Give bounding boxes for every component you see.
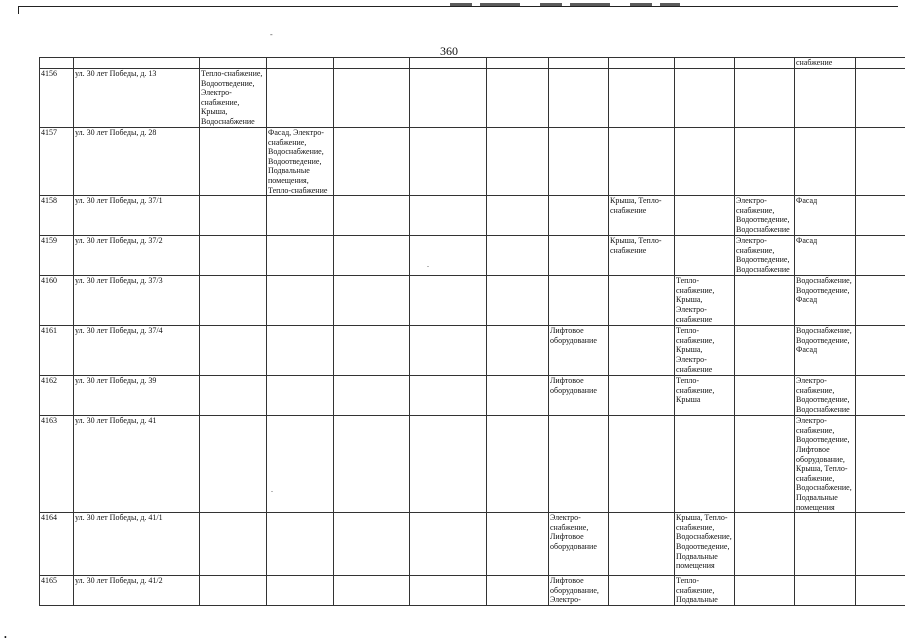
works-cell	[200, 69, 267, 128]
works-cell	[487, 69, 549, 128]
works-cell	[549, 196, 609, 236]
works-cell	[334, 326, 410, 376]
works-cell	[675, 276, 735, 326]
works-cell	[549, 416, 609, 513]
table-cell	[795, 58, 856, 69]
scan-speck: .	[427, 260, 429, 269]
works-cell	[675, 513, 735, 576]
works-cell	[609, 326, 675, 376]
works-cell	[735, 513, 795, 576]
works-text: Тепло-снабжение, Водоотведение, Электро- снабжение, Крыша, Водоснабжение	[201, 69, 265, 127]
works-cell	[549, 69, 609, 128]
table-row	[40, 326, 905, 376]
works-cell	[487, 276, 549, 326]
works-text: Электро- снабжение, Водоотведение, Водоснабжение	[736, 196, 793, 234]
works-cell	[795, 69, 856, 128]
works-cell	[735, 69, 795, 128]
works-cell	[549, 128, 609, 196]
works-cell	[735, 376, 795, 416]
row-number-cell: 4165	[40, 576, 74, 606]
scan-border-corner	[18, 6, 19, 14]
table-cell	[200, 58, 267, 69]
works-cell	[735, 416, 795, 513]
works-cell	[795, 128, 856, 196]
works-cell	[856, 69, 905, 128]
works-cell	[795, 196, 856, 236]
works-cell	[609, 376, 675, 416]
table-cell	[267, 58, 334, 69]
works-cell	[675, 128, 735, 196]
address-cell: ул. 30 лет Победы, д. 41	[74, 416, 200, 513]
works-text: Фасад	[796, 196, 854, 206]
table-row	[40, 236, 905, 276]
works-cell	[200, 276, 267, 326]
continuation-row	[40, 58, 905, 69]
works-cell	[267, 376, 334, 416]
table-cell	[735, 58, 795, 69]
works-cell	[334, 196, 410, 236]
works-cell	[410, 376, 487, 416]
page-number: 360	[440, 44, 458, 59]
address-cell: ул. 30 лет Победы, д. 37/4	[74, 326, 200, 376]
works-cell	[675, 236, 735, 276]
repair-schedule-table	[39, 57, 905, 606]
table-row	[40, 513, 905, 576]
works-cell	[735, 276, 795, 326]
works-cell	[410, 128, 487, 196]
table-cell	[40, 58, 74, 69]
works-cell	[856, 416, 905, 513]
works-cell	[267, 513, 334, 576]
row-number-cell: 4158	[40, 196, 74, 236]
works-cell	[267, 196, 334, 236]
table-cell	[675, 58, 735, 69]
works-cell	[549, 326, 609, 376]
works-cell	[410, 326, 487, 376]
works-cell	[549, 513, 609, 576]
works-cell	[334, 513, 410, 576]
address-cell: ул. 30 лет Победы, д. 37/1	[74, 196, 200, 236]
works-cell	[334, 576, 410, 606]
row-number-cell: 4157	[40, 128, 74, 196]
works-cell	[549, 576, 609, 606]
works-cell	[675, 196, 735, 236]
works-cell	[795, 576, 856, 606]
table-cell	[856, 58, 905, 69]
works-cell	[487, 513, 549, 576]
works-text: Лифтовое оборудование, Электро-	[550, 576, 607, 605]
works-cell	[795, 513, 856, 576]
works-cell	[487, 416, 549, 513]
works-cell	[487, 376, 549, 416]
address-cell: ул. 30 лет Победы, д. 28	[74, 128, 200, 196]
works-cell	[609, 196, 675, 236]
works-cell	[334, 276, 410, 326]
works-cell	[200, 513, 267, 576]
works-text: Электро- снабжение, Водоотведение, Водоснабжение	[796, 376, 854, 414]
table-row	[40, 128, 905, 196]
table-cell	[410, 58, 487, 69]
works-cell	[795, 236, 856, 276]
works-cell	[609, 576, 675, 606]
works-cell	[410, 276, 487, 326]
table-cell	[487, 58, 549, 69]
table-cell	[334, 58, 410, 69]
works-cell	[549, 276, 609, 326]
works-cell	[267, 276, 334, 326]
row-number-cell: 4164	[40, 513, 74, 576]
works-text: Лифтовое оборудование	[550, 376, 607, 395]
works-cell	[675, 376, 735, 416]
address-cell: ул. 30 лет Победы, д. 13	[74, 69, 200, 128]
works-cell	[609, 276, 675, 326]
table-cell	[549, 58, 609, 69]
table-row	[40, 69, 905, 128]
works-cell	[795, 326, 856, 376]
works-cell	[795, 376, 856, 416]
works-cell	[856, 376, 905, 416]
row-number-cell: 4156	[40, 69, 74, 128]
works-cell	[856, 326, 905, 376]
works-cell	[410, 236, 487, 276]
works-cell	[487, 236, 549, 276]
works-cell	[856, 513, 905, 576]
row-number-cell: 4159	[40, 236, 74, 276]
works-cell	[410, 196, 487, 236]
works-cell	[334, 376, 410, 416]
works-cell	[609, 416, 675, 513]
works-cell	[487, 196, 549, 236]
works-cell	[609, 69, 675, 128]
works-cell	[410, 416, 487, 513]
works-text: Тепло- снабжение, Подвальные	[676, 576, 733, 605]
row-number-cell: 4162	[40, 376, 74, 416]
works-text: Электро- снабжение, Лифтовое оборудование	[550, 513, 607, 551]
works-cell	[200, 576, 267, 606]
works-cell	[200, 128, 267, 196]
works-text: Водоснабжение, Водоотведение, Фасад	[796, 326, 854, 355]
works-text: Водоснабжение, Водоотведение, Фасад	[796, 276, 854, 305]
works-cell	[200, 196, 267, 236]
row-number-cell: 4160	[40, 276, 74, 326]
row-number-cell: 4163	[40, 416, 74, 513]
works-cell	[609, 513, 675, 576]
works-cell	[856, 576, 905, 606]
scan-artifact-marks	[450, 3, 680, 6]
works-text: Крыша, Тепло- снабжение	[610, 196, 673, 215]
works-cell	[267, 128, 334, 196]
works-cell	[795, 416, 856, 513]
works-cell	[856, 276, 905, 326]
address-cell: ул. 30 лет Победы, д. 41/1	[74, 513, 200, 576]
table-row	[40, 576, 905, 606]
works-cell	[200, 376, 267, 416]
works-cell	[334, 236, 410, 276]
works-cell	[856, 196, 905, 236]
continuation-text: снабжение	[796, 58, 854, 68]
works-cell	[735, 236, 795, 276]
works-cell	[675, 69, 735, 128]
works-cell	[609, 236, 675, 276]
works-text: Электро- снабжение, Водоотведение, Лифтовое оборудование, Крыша, Тепло- снабжение, Водоснабжение, Подвальные помещения	[796, 416, 854, 512]
works-text: Тепло- снабжение, Крыша, Электро- снабжение	[676, 276, 733, 324]
works-text: Лифтовое оборудование	[550, 326, 607, 345]
table-cell	[74, 58, 200, 69]
scan-speck: .	[271, 485, 273, 494]
scan-border-line	[18, 6, 898, 7]
works-text: Крыша, Тепло- снабжение	[610, 236, 673, 255]
works-cell	[735, 196, 795, 236]
works-cell	[856, 128, 905, 196]
works-text: Фасад	[796, 236, 854, 246]
works-text: Тепло- снабжение, Крыша	[676, 376, 733, 405]
works-text: Фасад, Электро- снабжение, Водоснабжение, Водоотведение, Подвальные помещения, Тепло-снабжение	[268, 128, 332, 195]
address-cell: ул. 30 лет Победы, д. 37/3	[74, 276, 200, 326]
works-cell	[735, 128, 795, 196]
works-cell	[267, 326, 334, 376]
works-cell	[856, 236, 905, 276]
works-cell	[487, 326, 549, 376]
address-cell: ул. 30 лет Победы, д. 39	[74, 376, 200, 416]
works-cell	[609, 128, 675, 196]
address-cell: ул. 30 лет Победы, д. 37/2	[74, 236, 200, 276]
table-row	[40, 276, 905, 326]
works-cell	[675, 576, 735, 606]
works-cell	[675, 416, 735, 513]
works-cell	[410, 513, 487, 576]
works-text: Тепло- снабжение, Крыша, Электро- снабжение	[676, 326, 733, 374]
table-cell	[609, 58, 675, 69]
works-cell	[549, 236, 609, 276]
works-cell	[200, 236, 267, 276]
works-cell	[410, 576, 487, 606]
scan-speck: -	[270, 30, 273, 39]
works-cell	[267, 69, 334, 128]
works-cell	[267, 576, 334, 606]
table-row	[40, 196, 905, 236]
corner-mark: •	[4, 633, 7, 642]
works-text: Крыша, Тепло- снабжение, Водоснабжение, Водоотведение, Подвальные помещения	[676, 513, 733, 571]
works-text: Электро- снабжение, Водоотведение, Водоснабжение	[736, 236, 793, 274]
works-cell	[487, 576, 549, 606]
works-cell	[735, 576, 795, 606]
works-cell	[267, 236, 334, 276]
works-cell	[334, 128, 410, 196]
works-cell	[487, 128, 549, 196]
works-cell	[334, 416, 410, 513]
address-cell: ул. 30 лет Победы, д. 41/2	[74, 576, 200, 606]
works-cell	[735, 326, 795, 376]
works-cell	[334, 69, 410, 128]
works-cell	[549, 376, 609, 416]
table-row	[40, 376, 905, 416]
works-cell	[410, 69, 487, 128]
works-cell	[675, 326, 735, 376]
table-row	[40, 416, 905, 513]
works-cell	[200, 416, 267, 513]
works-cell	[267, 416, 334, 513]
row-number-cell: 4161	[40, 326, 74, 376]
works-cell	[200, 326, 267, 376]
works-cell	[795, 276, 856, 326]
